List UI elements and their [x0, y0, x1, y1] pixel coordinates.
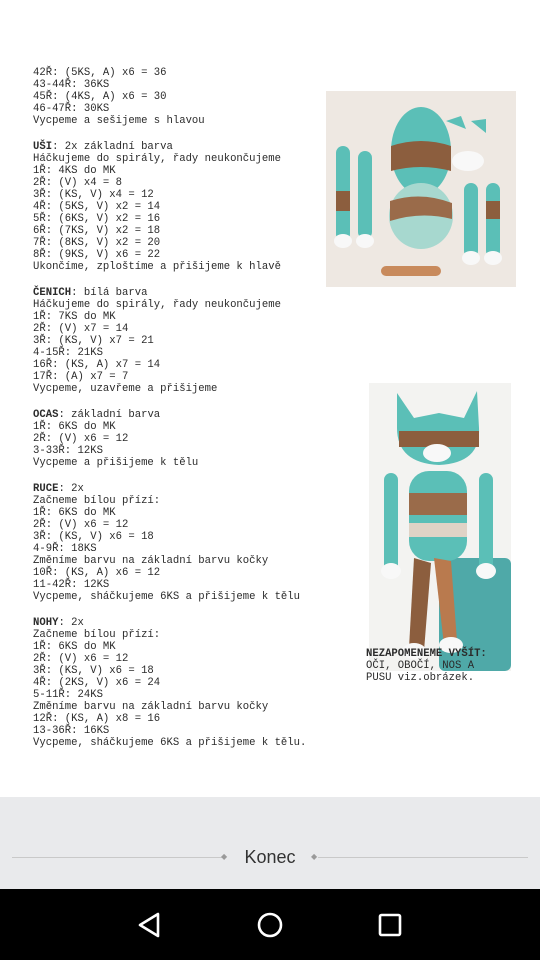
line-text: 10Ř: (KS, A) x6 = 12 — [33, 567, 161, 579]
pattern-line — [33, 579, 109, 591]
pattern-line — [33, 177, 122, 189]
pattern-line — [33, 347, 103, 359]
line-text: 1Ř: 4KS do MK — [33, 165, 116, 177]
note-line-1: OČI, OBOČÍ, NOS A — [366, 660, 475, 672]
line-text: 5Ř: (6KS, V) x2 = 16 — [33, 213, 161, 225]
pattern-line — [33, 299, 281, 311]
section-heading — [33, 617, 84, 629]
line-text: Vycpeme, uzavřeme a přišijeme — [33, 383, 218, 395]
line-text: 45Ř: (4KS, A) x6 = 30 — [33, 91, 167, 103]
pattern-line — [33, 737, 306, 749]
pattern-line — [33, 531, 154, 543]
note-title: NEZAPOMENEME VYŠÍT: — [366, 648, 487, 660]
line-text: Vycpeme, sháčkujeme 6KS a přišijeme k tělu — [33, 591, 301, 603]
line-text: : základní barva — [58, 409, 161, 421]
pattern-line — [33, 201, 160, 213]
diamond-icon: ◆ — [311, 852, 318, 861]
line-text: Začneme bílou přízí: — [33, 629, 161, 641]
pattern-line — [33, 115, 205, 127]
line-text: 5-11Ř: 24KS — [33, 689, 103, 701]
line-text: 1Ř: 6KS do MK — [33, 507, 116, 519]
note-line-2: PUSU viz.obrázek. — [366, 672, 475, 684]
pattern-line — [33, 591, 300, 603]
pattern-line — [33, 311, 116, 323]
home-icon[interactable] — [254, 909, 286, 941]
pattern-line — [33, 79, 109, 91]
line-text: : bílá barva — [71, 287, 148, 299]
pattern-line — [33, 91, 167, 103]
pattern-line — [33, 543, 97, 555]
line-text: 12Ř: (KS, A) x8 = 16 — [33, 713, 161, 725]
finished-cat-photo — [369, 383, 511, 671]
pattern-line — [33, 153, 281, 165]
pattern-line — [33, 567, 160, 579]
line-text: 3Ř: (KS, V) x4 = 12 — [33, 189, 154, 201]
line-text: Háčkujeme do spirály, řady neukončujeme — [33, 299, 281, 311]
section-heading — [33, 483, 84, 495]
line-text: 11-42Ř: 12KS — [33, 579, 110, 591]
line-text: 4Ř: (5KS, V) x2 = 14 — [33, 201, 161, 213]
line-text: 8Ř: (9KS, V) x6 = 22 — [33, 249, 161, 261]
line-text: Háčkujeme do spirály, řady neukončujeme — [33, 153, 281, 165]
section-title: OCAS — [33, 409, 59, 421]
section-title: NOHY — [33, 617, 59, 629]
line-text: 2Ř: (V) x4 = 8 — [33, 177, 123, 189]
line-text: 42Ř: (5KS, A) x6 = 36 — [33, 67, 167, 79]
pattern-line — [33, 359, 160, 371]
pattern-page — [0, 34, 540, 797]
recents-icon[interactable] — [374, 909, 406, 941]
section-title: UŠI — [33, 141, 53, 153]
pattern-line — [33, 67, 167, 79]
pattern-line — [33, 103, 109, 115]
pattern-line — [33, 495, 160, 507]
pattern-line — [33, 225, 160, 237]
line-text: 3Ř: (KS, V) x6 = 18 — [33, 665, 154, 677]
pattern-line — [33, 433, 128, 445]
pattern-line — [33, 237, 160, 249]
pattern-line — [33, 641, 116, 653]
line-text: 3Ř: (KS, V) x6 = 18 — [33, 531, 154, 543]
line-text: : 2x — [58, 483, 84, 495]
line-text: 3Ř: (KS, V) x7 = 21 — [33, 335, 154, 347]
pattern-line — [33, 165, 116, 177]
pattern-line — [33, 261, 281, 273]
line-text: 2Ř: (V) x6 = 12 — [33, 653, 129, 665]
top-bar — [0, 0, 540, 34]
section-title: RUCE — [33, 483, 59, 495]
pattern-line — [33, 665, 154, 677]
pattern-line — [33, 713, 160, 725]
line-text: 4-9Ř: 18KS — [33, 543, 97, 555]
section-heading — [33, 141, 173, 153]
crochet-parts-photo — [326, 91, 516, 287]
back-icon[interactable] — [134, 909, 166, 941]
line-text: : 2x základní barva — [52, 141, 173, 153]
line-text: 1Ř: 6KS do MK — [33, 641, 116, 653]
pattern-line — [33, 421, 116, 433]
pattern-line — [33, 677, 160, 689]
pattern-line — [33, 445, 103, 457]
divider-right — [318, 857, 528, 858]
pattern-line — [33, 213, 160, 225]
pattern-line — [33, 519, 128, 531]
line-text: 2Ř: (V) x6 = 12 — [33, 433, 129, 445]
pattern-line — [33, 653, 128, 665]
line-text: 2Ř: (V) x7 = 14 — [33, 323, 129, 335]
line-text: Vycpeme, sháčkujeme 6KS a přišijeme k tělu. — [33, 737, 307, 749]
section-heading — [33, 287, 147, 299]
line-text: Ukončíme, zploštíme a přišijeme k hlavě — [33, 261, 281, 273]
section-title: ČENICH — [33, 287, 72, 299]
diamond-icon: ◆ — [221, 852, 228, 861]
line-text: 4Ř: (2KS, V) x6 = 24 — [33, 677, 161, 689]
line-text: : 2x — [58, 617, 84, 629]
line-text: 16Ř: (KS, A) x7 = 14 — [33, 359, 161, 371]
footer — [0, 797, 540, 889]
pattern-line — [33, 371, 128, 383]
pattern-line — [33, 323, 128, 335]
pattern-line — [33, 507, 116, 519]
line-text: 1Ř: 7KS do MK — [33, 311, 116, 323]
line-text: Vycpeme a přišijeme k tělu — [33, 457, 199, 469]
section-heading — [33, 409, 160, 421]
pattern-line — [33, 629, 160, 641]
line-text: 4-15Ř: 21KS — [33, 347, 103, 359]
pattern-line — [33, 689, 103, 701]
pattern-line — [33, 701, 268, 713]
line-text: 17Ř: (A) x7 = 7 — [33, 371, 129, 383]
android-navigation-bar — [0, 889, 540, 960]
line-text: 7Ř: (8KS, V) x2 = 20 — [33, 237, 161, 249]
pattern-line — [33, 555, 268, 567]
line-text: 13-36Ř: 16KS — [33, 725, 110, 737]
end-label: Konec — [244, 847, 296, 867]
line-text: Začneme bílou přízí: — [33, 495, 161, 507]
pattern-line — [33, 725, 109, 737]
line-text: Vycpeme a sešijeme s hlavou — [33, 115, 205, 127]
line-text: 2Ř: (V) x6 = 12 — [33, 519, 129, 531]
line-text: 43-44Ř: 36KS — [33, 79, 110, 91]
pattern-line — [33, 383, 217, 395]
line-text: Změníme barvu na základní barvu kočky — [33, 555, 269, 567]
line-text: Změníme barvu na základní barvu kočky — [33, 701, 269, 713]
line-text: 46-47Ř: 30KS — [33, 103, 110, 115]
line-text: 3-33Ř: 12KS — [33, 445, 103, 457]
line-text: 1Ř: 6KS do MK — [33, 421, 116, 433]
pattern-line — [33, 457, 198, 469]
pattern-line — [33, 335, 154, 347]
pattern-line — [33, 249, 160, 261]
line-text: 6Ř: (7KS, V) x2 = 18 — [33, 225, 161, 237]
pattern-line — [33, 189, 154, 201]
